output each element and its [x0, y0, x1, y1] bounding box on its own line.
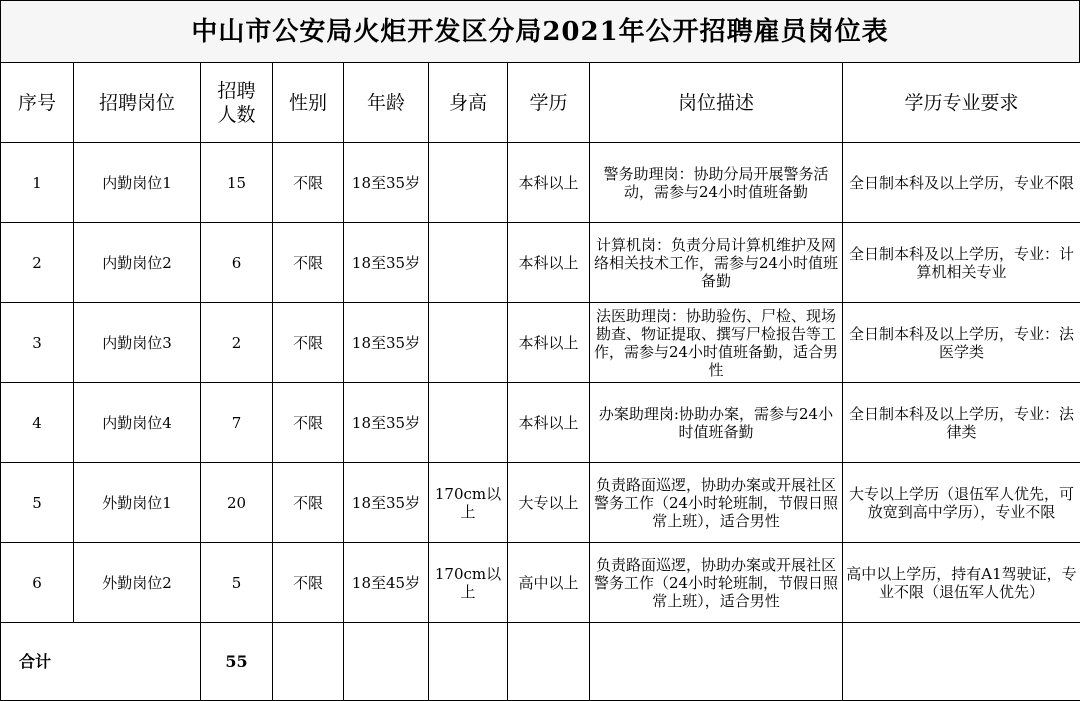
cell-gender: 不限 [273, 383, 344, 463]
cell-count: 5 [201, 543, 273, 623]
positions-table [0, 62, 1080, 701]
cell-count: 6 [201, 223, 273, 303]
table-row [1, 303, 1080, 383]
cell-education: 本科以上 [508, 383, 590, 463]
header-gender: 性别 [273, 63, 344, 143]
cell-gender: 不限 [273, 463, 344, 543]
cell-gender: 不限 [273, 543, 344, 623]
table-row [1, 463, 1080, 543]
total-label: 合计 [1, 623, 201, 701]
header-position: 招聘岗位 [74, 63, 201, 143]
cell-no: 1 [1, 143, 74, 223]
table-row [1, 143, 1080, 223]
cell-gender: 不限 [273, 143, 344, 223]
header-description: 岗位描述 [590, 63, 843, 143]
cell-age: 18至35岁 [344, 303, 429, 383]
cell-height [429, 383, 508, 463]
cell-description: 负责路面巡逻，协助办案或开展社区警务工作（24小时轮班制，节假日照常上班），适合男性 [590, 543, 843, 623]
cell-age: 18至35岁 [344, 223, 429, 303]
cell-age: 18至45岁 [344, 543, 429, 623]
cell-position: 外勤岗位2 [74, 543, 201, 623]
header-education: 学历 [508, 63, 590, 143]
cell-position: 内勤岗位1 [74, 143, 201, 223]
total-empty-cell [273, 623, 344, 701]
cell-requirement: 大专以上学历（退伍军人优先，可放宽到高中学历），专业不限 [843, 463, 1080, 543]
table-row [1, 543, 1080, 623]
header-count [201, 63, 273, 143]
page-title: 中山市公安局火炬开发区分局2021年公开招聘雇员岗位表 [0, 0, 1080, 62]
cell-requirement: 高中以上学历，持有A1驾驶证，专业不限（退伍军人优先） [843, 543, 1080, 623]
cell-height [429, 223, 508, 303]
cell-gender: 不限 [273, 223, 344, 303]
total-count: 55 [201, 623, 273, 701]
cell-count: 15 [201, 143, 273, 223]
header-count-label: 招聘人数 [216, 79, 258, 127]
cell-height: 170cm以上 [429, 463, 508, 543]
header-height: 身高 [429, 63, 508, 143]
total-empty-cell [508, 623, 590, 701]
cell-description: 计算机岗：负责分局计算机维护及网络相关技术工作，需参与24小时值班备勤 [590, 223, 843, 303]
cell-education: 高中以上 [508, 543, 590, 623]
header-row [1, 63, 1080, 143]
cell-description: 负责路面巡逻，协助办案或开展社区警务工作（24小时轮班制，节假日照常上班），适合男性 [590, 463, 843, 543]
cell-requirement: 全日制本科及以上学历，专业不限 [843, 143, 1080, 223]
cell-age: 18至35岁 [344, 143, 429, 223]
cell-no: 4 [1, 383, 74, 463]
cell-count: 20 [201, 463, 273, 543]
cell-no: 5 [1, 463, 74, 543]
cell-requirement: 全日制本科及以上学历，专业：法医学类 [843, 303, 1080, 383]
total-empty-cell [590, 623, 843, 701]
cell-height: 170cm以上 [429, 543, 508, 623]
cell-gender: 不限 [273, 303, 344, 383]
total-empty-cell [843, 623, 1080, 701]
cell-position: 内勤岗位3 [74, 303, 201, 383]
cell-age: 18至35岁 [344, 383, 429, 463]
cell-count: 2 [201, 303, 273, 383]
cell-position: 内勤岗位2 [74, 223, 201, 303]
cell-no: 3 [1, 303, 74, 383]
total-empty-cell [344, 623, 429, 701]
cell-no: 6 [1, 543, 74, 623]
header-age: 年龄 [344, 63, 429, 143]
cell-education: 本科以上 [508, 143, 590, 223]
cell-description: 法医助理岗：协助验伤、尸检、现场勘查、物证提取、撰写尸检报告等工作，需参与24小时值班备勤，适合男性 [590, 303, 843, 383]
cell-height [429, 143, 508, 223]
cell-description: 警务助理岗：协助分局开展警务活动，需参与24小时值班备勤 [590, 143, 843, 223]
cell-requirement: 全日制本科及以上学历，专业：法律类 [843, 383, 1080, 463]
cell-position: 内勤岗位4 [74, 383, 201, 463]
cell-no: 2 [1, 223, 74, 303]
cell-education: 大专以上 [508, 463, 590, 543]
cell-height [429, 303, 508, 383]
table-row [1, 223, 1080, 303]
total-empty-cell [429, 623, 508, 701]
cell-age: 18至35岁 [344, 463, 429, 543]
header-requirement: 学历专业要求 [843, 63, 1080, 143]
cell-position: 外勤岗位1 [74, 463, 201, 543]
cell-education: 本科以上 [508, 303, 590, 383]
cell-count: 7 [201, 383, 273, 463]
table-row [1, 383, 1080, 463]
total-row [1, 623, 1080, 701]
cell-requirement: 全日制本科及以上学历，专业：计算机相关专业 [843, 223, 1080, 303]
cell-education: 本科以上 [508, 223, 590, 303]
cell-description: 办案助理岗:协助办案，需参与24小时值班备勤 [590, 383, 843, 463]
header-no: 序号 [1, 63, 74, 143]
